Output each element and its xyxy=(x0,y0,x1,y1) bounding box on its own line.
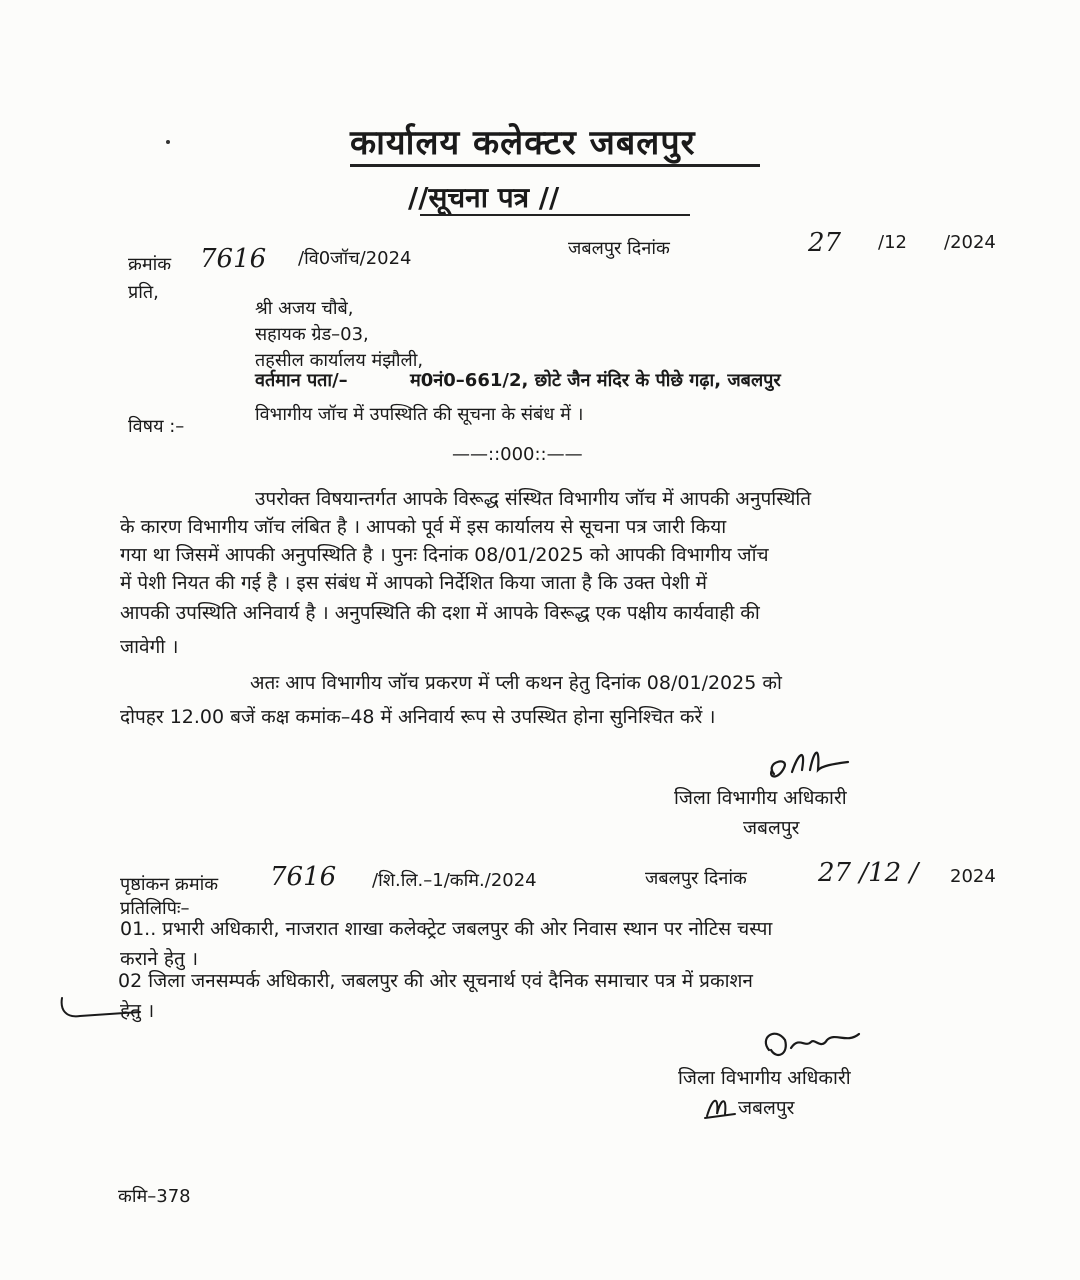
initial-scribble xyxy=(703,1092,739,1122)
endorsement-date: 27 /12 / xyxy=(818,858,919,888)
notice-heading: //सूचना पत्र // xyxy=(408,181,560,214)
signature-scribble-2 xyxy=(755,1020,875,1070)
copy-item: 01.. प्रभारी अधिकारी, नाजरात शाखा कलेक्ट्रेट जबलपुर की ओर निवास स्थान पर नोटिस चस्पा xyxy=(120,918,773,940)
officer-place-2: जबलपुर xyxy=(738,1097,795,1119)
officer-title: जिला विभागीय अधिकारी xyxy=(674,787,847,809)
heading-underline xyxy=(350,164,760,167)
officer-place: जबलपुर xyxy=(743,817,800,839)
tick-mark xyxy=(56,990,146,1026)
divider: ——::000::—— xyxy=(452,444,583,465)
endorsement-label: पृष्ठांकन क्रमांक xyxy=(120,874,219,895)
copy-item: कराने हेतु । xyxy=(120,948,199,970)
ref-month: /12 xyxy=(878,232,907,253)
body-line: जावेगी । xyxy=(120,636,179,658)
ref-label: क्रमांक xyxy=(128,254,172,275)
endorsement-suffix: /शि.लि.–1/कमि./2024 xyxy=(372,870,537,891)
ref-suffix: /वि0जॉच/2024 xyxy=(298,248,412,269)
office-heading: कार्यालय कलेक्टर जबलपुर xyxy=(350,123,696,163)
recipient-post: सहायक ग्रेड–03, xyxy=(255,324,369,345)
ref-number: 7616 xyxy=(200,244,267,274)
notice-underline xyxy=(420,214,690,216)
ref-day: 27 xyxy=(808,228,842,258)
body-line: आपकी उपस्थिति अनिवार्य है । अनुपस्थिति की दशा में आपके विरूद्ध एक पक्षीय कार्यवाही की xyxy=(120,602,760,624)
recipient-address: म0नं0–661/2, छोटे जैन मंदिर के पीछे गढ़ा, जबलपुर xyxy=(410,370,781,391)
copy-label: प्रतिलिपिः– xyxy=(120,898,190,919)
copy-item: 02 जिला जनसम्पर्क अधिकारी, जबलपुर की ओर सूचनार्थ एवं दैनिक समाचार पत्र में प्रकाशन xyxy=(118,970,753,992)
signature-scribble xyxy=(762,740,862,790)
to-label: प्रति, xyxy=(128,282,159,303)
body-line: उपरोक्त विषयान्तर्गत आपके विरूद्ध संस्थित विभागीय जॉच में आपकी अनुपस्थिति xyxy=(255,488,812,510)
ref-year: /2024 xyxy=(944,232,996,253)
body-line: दोपहर 12.00 बजें कक्ष कमांक–48 में अनिवार्य रूप से उपस्थित होना सुनिश्चित करें । xyxy=(120,706,716,728)
body-line: अतः आप विभागीय जॉच प्रकरण में प्ली कथन हेतु दिनांक 08/01/2025 को xyxy=(250,672,782,694)
endorsement-place-date-label: जबलपुर दिनांक xyxy=(645,868,747,889)
recipient-office: तहसील कार्यालय मंझौली, xyxy=(255,350,424,371)
body-line: में पेशी नियत की गई है । इस संबंध में आपको निर्देशित किया जाता है कि उक्त पेशी में xyxy=(120,572,707,594)
recipient-name: श्री अजय चौबे, xyxy=(255,298,354,319)
address-label: वर्तमान पता/– xyxy=(255,370,348,391)
officer-title-2: जिला विभागीय अधिकारी xyxy=(678,1067,851,1089)
endorsement-number: 7616 xyxy=(270,862,337,892)
body-line: के कारण विभागीय जॉच लंबित है । आपको पूर्व में इस कार्यालय से सूचना पत्र जारी किया xyxy=(120,516,727,538)
speck xyxy=(166,140,170,144)
body-line: गया था जिसमें आपकी अनुपस्थिति है । पुनः दिनांक 08/01/2025 को आपकी विभागीय जॉच xyxy=(120,544,769,566)
form-code: कमि–378 xyxy=(118,1186,191,1207)
copy-item: हेतु । xyxy=(120,1000,155,1022)
subject-text: विभागीय जॉच में उपस्थिति की सूचना के संबंध में । xyxy=(255,404,584,425)
subject-label: विषय :– xyxy=(128,416,185,437)
endorsement-year: 2024 xyxy=(950,866,996,887)
ref-place-date-label: जबलपुर दिनांक xyxy=(568,238,670,259)
